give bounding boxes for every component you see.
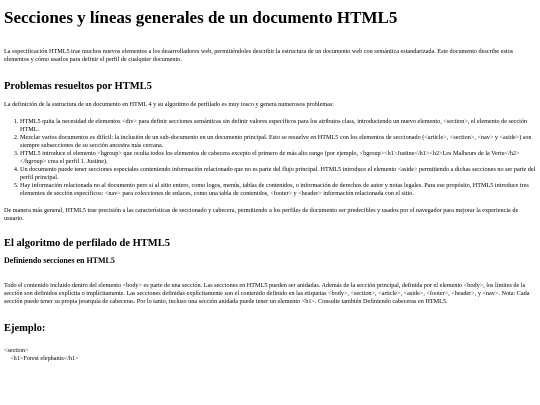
code-line: <h1>Forest elephants</h1> <box>4 355 79 362</box>
subsection-heading-defining: Definiendo secciones en HTML5 <box>4 256 115 265</box>
list-item: 1. HTML5 quita la necesidad de elementos <div> para definir secciones semánticas sin definir valores específicos para los atributos class, introduciendo un nuevo elemento, <section>, el elemento de sección HTML. <box>20 118 536 134</box>
section-heading-example: Ejemplo: <box>4 323 46 334</box>
defining-paragraph: Todo el contenido incluido dentro del elemento <body> es parte de una sección. Las secciones en HTML5 pueden ser anidadas. Además de la sección principal, definida por el elemento <body>, los límites de la sección son definidos explícita o implícitamente. Las secciones definidas explícitamente son el contenido definido en las etiquetas <body>, <section>, <article>, <aside>, <footer>, <header>, y <nav>. Nota: Cada sección puede tener su propia jerarquía de cabeceras. Por lo tanto, incluso una sección anidada puede tener un elemento <h1>. Consulte también Definiendo cabeceras en HTML5. <box>4 282 530 305</box>
problems-list <box>4 118 536 198</box>
page-title: Secciones y líneas generales de un documento HTML5 <box>4 8 398 27</box>
problems-intro: La definición de la estructura de un documento en HTML 4 y su algoritmo de perfilado es muy tosco y genera numerosos problemas: <box>4 101 335 108</box>
list-item: 3. HTML5 introduce el elemento <hgroup> que oculta todos los elementos de cabecera excepto el primero de más alto rango (por ejemplo, <hgroup><h1>Justine</h1><h2>Les Malheurs de la Vertu</h2></hgroup> crea el perfil 1. Justine). <box>20 150 536 166</box>
list-item: 4. Un documento puede tener secciones especiales conteniendo información relacionado que no es parte del flujo principal. HTML5 introduce el elemento <aside> permitiendo a dichas secciones no ser parte del perfil principal. <box>20 166 536 182</box>
section-heading-algorithm: El algoritmo de perfilado de HTML5 <box>4 238 170 249</box>
section-heading-problems: Problemas resueltos por HTML5 <box>4 81 152 92</box>
intro-paragraph: La especificación HTML5 trae muchos nuevos elementos a los desarrolladores web, permitiéndoles describir la estructura de un documento web con semántica estandarizada. Este documento describe estos elementos y cómo usarlos para definir el perfil de cualquier documento. <box>4 48 514 63</box>
code-line: <section> <box>4 347 29 354</box>
list-item: 2. Mezclar varios documentos es difícil: la inclusión de un sub-documento en un documento principal. Esto se resuelve en HTML5 con los elementos de seccionado (<article>, <section>, <nav> y <aside>) son siempre subsecciones de su sección ancestra más cercana. <box>20 134 536 150</box>
list-item: 5. Hay información relacionada no al documento pero si al sitio entero, como logos, menús, tablas de contenidos, o información de derechos de autor y notas legales. Para ese propósito, HTML5 introduce tres elementos de sección específicos: <nav> para colecciones de enlaces, como una tabla de contenidos, <footer> y <header> información relacionada con el sitio. <box>20 182 536 198</box>
problems-outro: De manera más general, HTML5 trae precisión a las características de seccionado y cabecera, permitiendo a los perfiles de documento ser predecibles y usados por el navegador para mejorar la experiencia de usuario. <box>4 207 519 222</box>
